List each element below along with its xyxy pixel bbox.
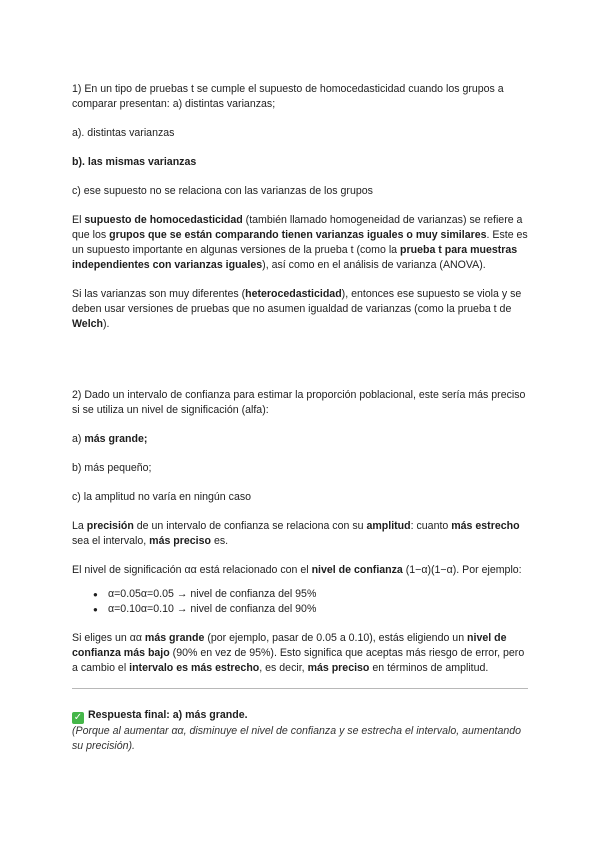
bold-text: nivel de confianza: [311, 564, 403, 576]
text: : cuanto: [410, 520, 452, 532]
text: ), entonces ese supuesto se viola y se deben usar versiones de pruebas que no asumen igualdad de varianzas (como la prueba t de: [72, 288, 522, 315]
q1-option-a: a). distintas varianzas: [72, 127, 175, 139]
bold-text: más grande;: [84, 433, 148, 445]
text: (1−α)(1−α). Por ejemplo:: [402, 564, 522, 576]
bold-text: más estrecho: [451, 520, 520, 532]
alpha-examples-list: [72, 587, 528, 617]
final-answer-note: (Porque al aumentar αα, disminuye el nivel de confianza y se estrecha el intervalo, aumentando su precisión).: [72, 725, 522, 752]
text: (por ejemplo, pasar de 0.05 a 0.10), estás eligiendo un: [204, 632, 468, 644]
q2-explanation-2: [72, 563, 528, 578]
final-answer: [72, 708, 528, 724]
check-mark-icon: ✓: [73, 712, 83, 723]
q1-option-b-text: b). las mismas varianzas: [72, 156, 197, 168]
list-item: ● α=0.10α=0.10 → nivel de confianza del 90%: [108, 602, 528, 617]
q1-option-b: [72, 155, 528, 170]
bold-text: precisión: [86, 520, 134, 532]
bold-text: prueba t para muestras independientes con varianzas iguales: [72, 244, 518, 271]
text: , es decir,: [259, 662, 308, 674]
section-gap: [72, 346, 528, 388]
bold-text: más preciso: [307, 662, 370, 674]
text: Si eliges un αα: [72, 632, 145, 644]
text: Si las varianzas son muy diferentes (: [72, 288, 246, 300]
q2-option-b: b) más pequeño;: [72, 462, 152, 474]
bold-text: amplitud: [366, 520, 411, 532]
bold-text: más preciso: [149, 535, 211, 547]
q1-explanation-1: [72, 213, 528, 273]
text: de un intervalo de confianza se relaciona con su: [133, 520, 367, 532]
q2-explanation-1: [72, 519, 528, 549]
horizontal-divider: [72, 688, 528, 689]
bold-text: más grande: [144, 632, 205, 644]
text: El: [72, 214, 85, 226]
list-item: ● α=0.05α=0.05 → nivel de confianza del 95%: [108, 587, 528, 602]
text: (90% en vez de 95%). Esto significa que aceptas más riesgo de error, pero a cambio el: [72, 647, 525, 674]
bold-text: grupos que se están comparando tienen varianzas iguales o muy similares: [109, 229, 487, 241]
q1-explanation-2: [72, 287, 528, 332]
bold-text: intervalo es más estrecho: [129, 662, 260, 674]
text: a): [72, 433, 85, 445]
q2-option-c: c) la amplitud no varía en ningún caso: [72, 491, 252, 503]
q2-option-a: [72, 432, 528, 447]
text: (también llamado homogeneidad de varianzas) se refiere a que los: [72, 214, 523, 241]
text: en términos de amplitud.: [369, 662, 489, 674]
bold-text: Welch: [72, 318, 104, 330]
text: La: [72, 520, 87, 532]
question-2: 2) Dado un intervalo de confianza para estimar la proporción poblacional, este sería más preciso si se utiliza un nivel de significación (alfa):: [72, 389, 526, 416]
document-page: [72, 82, 528, 754]
bold-text: supuesto de homocedasticidad: [84, 214, 243, 226]
text: sea el intervalo,: [72, 535, 150, 547]
text: El nivel de significación αα está relacionado con el: [72, 564, 312, 576]
final-answer-title: Respuesta final: a) más grande.: [88, 709, 248, 721]
text: ).: [103, 318, 110, 330]
q2-explanation-3: [72, 631, 528, 676]
question-1: 1) En un tipo de pruebas t se cumple el supuesto de homocedasticidad cuando los grupos a comparar presentan: a) distintas varianzas;: [72, 83, 504, 110]
text: . Este es un supuesto importante en algunas versiones de la prueba t (como la: [72, 229, 528, 256]
q1-option-c: c) ese supuesto no se relaciona con las varianzas de los grupos: [72, 185, 373, 197]
bold-text: heterocedasticidad: [245, 288, 342, 300]
text: ), así como en el análisis de varianza (ANOVA).: [262, 259, 486, 271]
text: es.: [211, 535, 229, 547]
bold-text: nivel de confianza más bajo: [72, 632, 507, 659]
